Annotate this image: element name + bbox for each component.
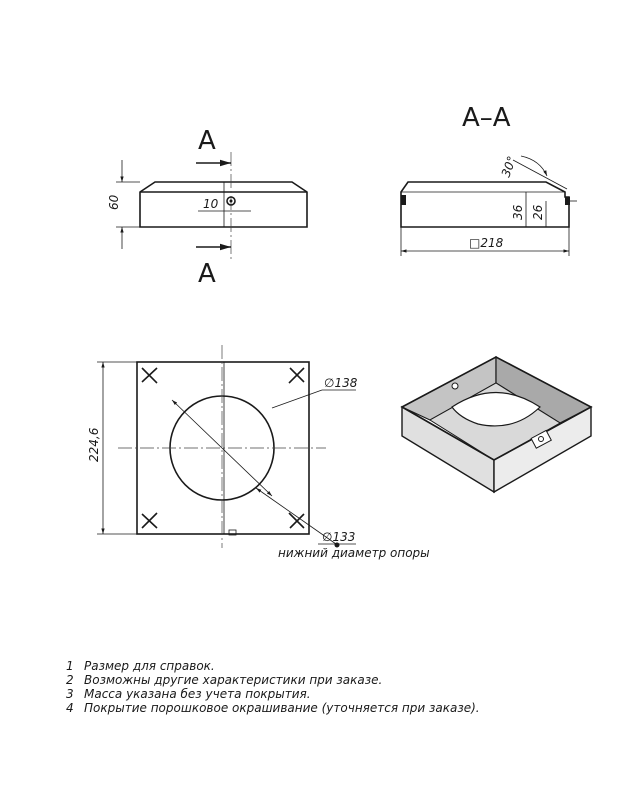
- cut-label-top: A: [198, 126, 216, 156]
- section-view: [401, 103, 577, 256]
- note-3: [66, 687, 586, 701]
- iso-bolt-front: [539, 437, 544, 442]
- front-view: [107, 126, 307, 289]
- d133-dim: ∅133: [322, 530, 356, 544]
- note-4-num: 4: [66, 701, 74, 715]
- h26-dim: 26: [531, 204, 545, 220]
- section-hatch-left: [401, 195, 406, 205]
- note-4: [66, 701, 586, 715]
- note-2-num: 2: [66, 673, 74, 687]
- iso-bolt-back: [452, 383, 458, 389]
- overall-dim: 224,6: [87, 427, 101, 462]
- note-3-num: 3: [66, 687, 74, 701]
- offset-dim: 10: [203, 197, 219, 211]
- d138-dim: ∅138: [324, 376, 358, 390]
- plan-view: [87, 345, 430, 560]
- note-1-text: Размер для справок.: [84, 659, 215, 673]
- note-1: [66, 659, 586, 673]
- note-2: [66, 673, 586, 687]
- angle-leader: [513, 160, 567, 189]
- note-2-text: Возможны другие характеристики при заказе.: [84, 673, 383, 687]
- note-3-text: Масса указана без учета покрытия.: [84, 687, 311, 701]
- angle-dim: 30°: [498, 154, 520, 180]
- bolt-center: [230, 200, 233, 203]
- note-4-text: Покрытие порошковое окрашивание (уточняется при заказе).: [84, 701, 480, 715]
- width-dim: □218: [469, 236, 504, 250]
- isometric-view: [402, 357, 591, 492]
- cut-label-bottom: A: [198, 259, 216, 289]
- support-note: нижний диаметр опоры: [278, 546, 430, 560]
- note-1-num: 1: [66, 659, 74, 673]
- front-view-outline: [140, 182, 307, 227]
- section-label: A–A: [462, 103, 511, 133]
- h36-dim: 36: [511, 204, 525, 220]
- height-dim: 60: [107, 194, 121, 210]
- notes-list: [66, 659, 586, 715]
- d138-leader: [272, 390, 322, 408]
